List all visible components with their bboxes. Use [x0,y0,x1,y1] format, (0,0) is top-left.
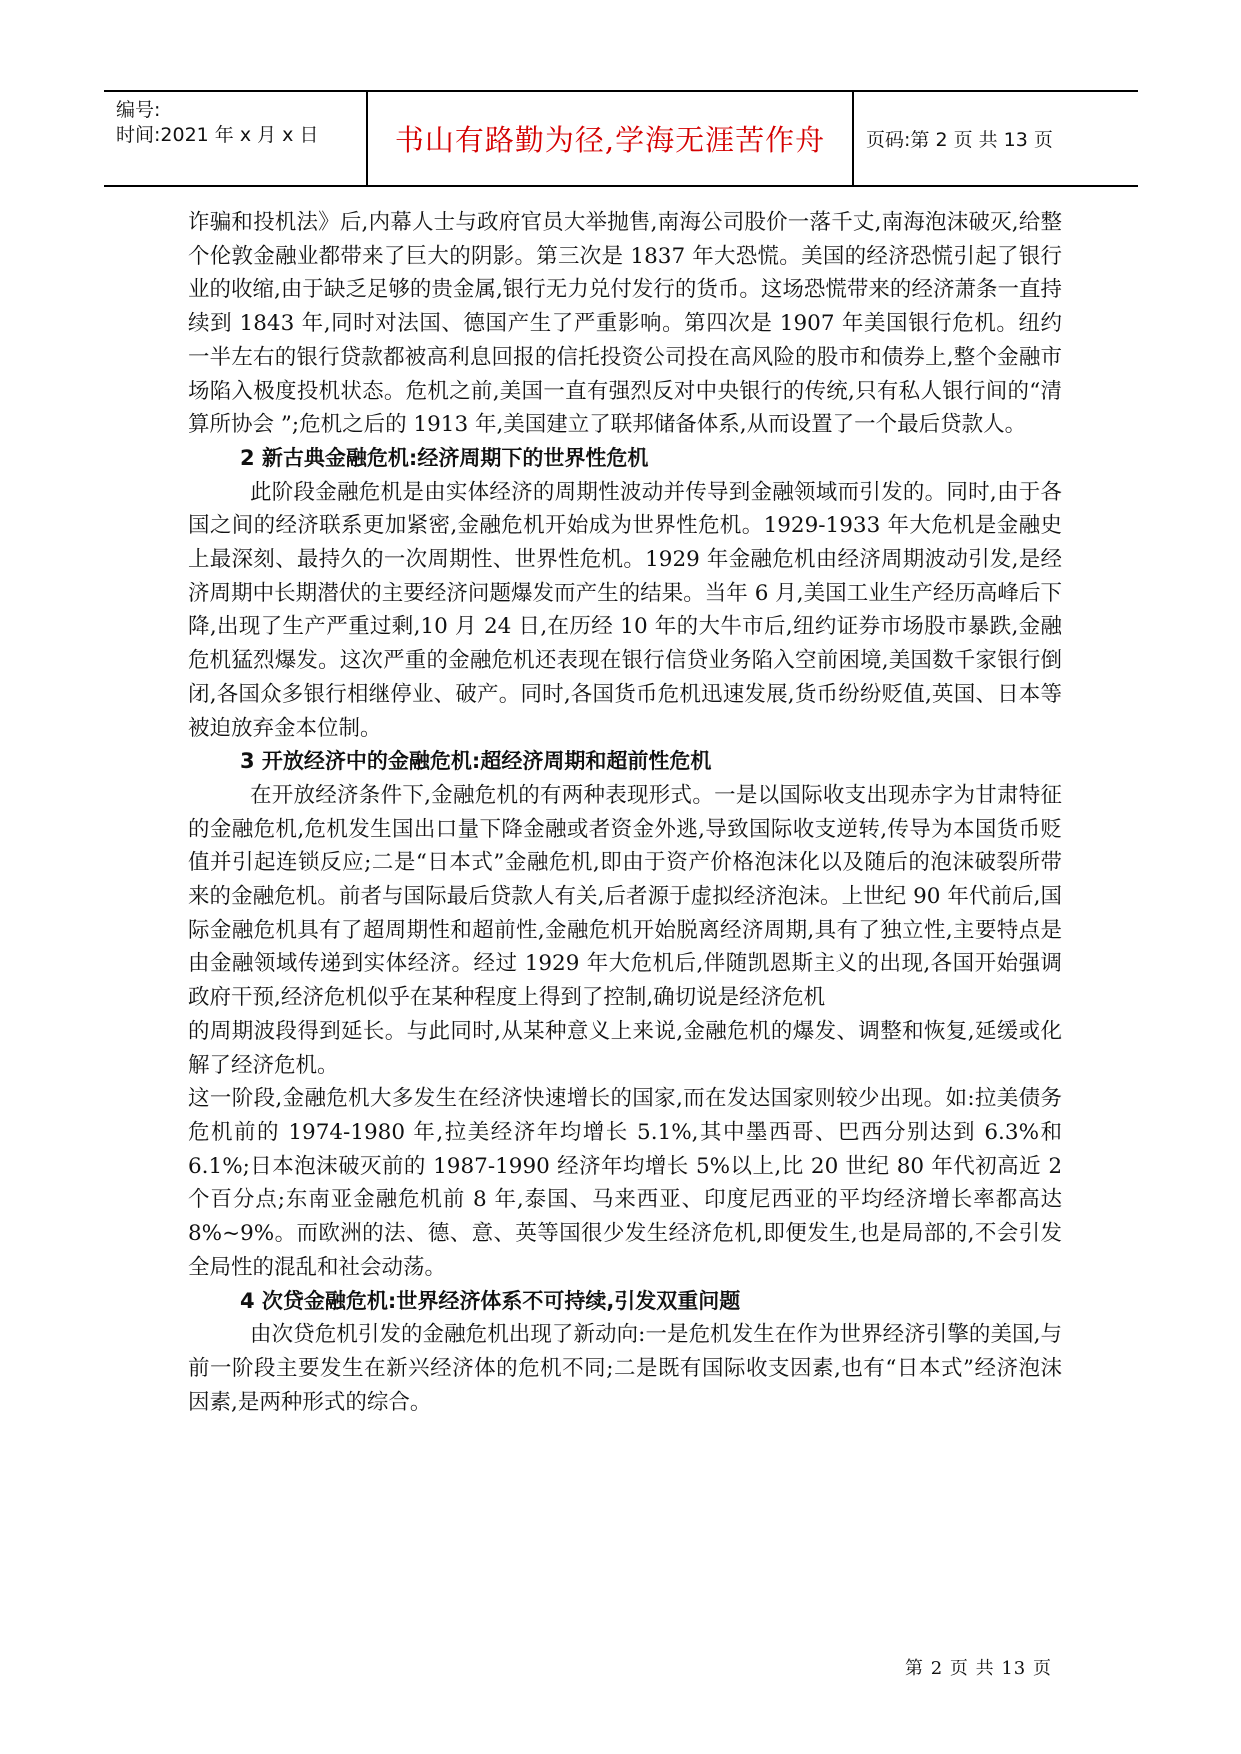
paragraph-6: 由次贷危机引发的金融危机出现了新动向:一是危机发生在作为世界经济引擎的美国,与前一阶段主要发生在新兴经济体的危机不同;二是既有国际收支因素,也有“日本式”经济泡沫因素,是两种形式的综合。 [188,1322,1062,1415]
header-time: 时间:2021 年 x 月 x 日 [116,124,319,146]
header-motto-cell [368,92,854,185]
paragraph-5: 这一阶段,金融危机大多发生在经济快速增长的国家,而在发达国家则较少出现。如:拉美债务危机前的 1974-1980 年,拉美经济年均增长 5.1%,其中墨西哥、巴西分别达到 6.3%和 6.1%;日本泡沫破灭前的 1987-1990 经济年均增长 5%以上,比 20 世纪 80 年代初高近 2 个百分点;东南亚金融危机前 8 年,泰国、马来西亚、印度尼西亚的平均经济增长率都高达 8%~9%。而欧洲的法、德、意、英等国很少发生经济危机,即便发生,也是局部的,不会引发全局性的混乱和社会动荡。 [188,1086,1062,1280]
document-body [188,206,1062,1419]
section-heading-2: 2 新古典金融危机:经济周期下的世界性危机 [240,445,649,470]
header-info-cell [104,92,368,185]
header-motto: 书山有路勤为径,学海无涯苦作舟 [394,123,826,157]
footer-page-number: 第 2 页 共 13 页 [905,1658,1052,1679]
header-page-number: 页码:第 2 页 共 13 页 [866,129,1053,151]
section-heading-4: 4 次贷金融危机:世界经济体系不可持续,引发双重问题 [240,1288,741,1313]
paragraph-3: 在开放经济条件下,金融危机的有两种表现形式。一是以国际收支出现赤字为甘肃特征的金融危机,危机发生国出口量下降金融或者资金外逃,导致国际收支逆转,传导为本国货币贬值并引起连锁反应;二是“日本式”金融危机,即由于资产价格泡沫化以及随后的泡沫破裂所带来的金融危机。前者与国际最后贷款人有关,后者源于虚拟经济泡沫。上世纪 90 年代前后,国际金融危机具有了超周期性和超前性,金融危机开始脱离经济周期,具有了独立性,主要特点是由金融领域传递到实体经济。经过 1929 年大危机后,伴随凯恩斯主义的出现,各国开始强调政府干预,经济危机似乎在某种程度上得到了控制,确切说是经济危机 [188,782,1062,1011]
document-header [104,90,1138,187]
header-number: 编号: [116,99,161,121]
header-page-cell [854,92,1138,185]
paragraph-1: 诈骗和投机法》后,内幕人士与政府官员大举抛售,南海公司股价一落千丈,南海泡沫破灭,给整个伦敦金融业都带来了巨大的阴影。第三次是 1837 年大恐慌。美国的经济恐慌引起了银行业的收缩,由于缺乏足够的贵金属,银行无力兑付发行的货币。这场恐慌带来的经济萧条一直持续到 1843 年,同时对法国、德国产生了严重影响。第四次是 1907 年美国银行危机。纽约一半左右的银行贷款都被高利息回报的信托投资公司投在高风险的股市和债券上,整个金融市场陷入极度投机状态。危机之前,美国一直有强烈反对中央银行的传统,只有私人银行间的“清算所协会 ”;危机之后的 1913 年,美国建立了联邦储备体系,从而设置了一个最后贷款人。 [188,210,1062,438]
paragraph-4: 的周期波段得到延长。与此同时,从某种意义上来说,金融危机的爆发、调整和恢复,延缓或化解了经济危机。 [188,1018,1062,1078]
paragraph-2: 此阶段金融危机是由实体经济的周期性波动并传导到金融领域而引发的。同时,由于各国之间的经济联系更加紧密,金融危机开始成为世界性危机。1929-1933 年大危机是金融史上最深刻、最持久的一次周期性、世界性危机。1929 年金融危机由经济周期波动引发,是经济周期中长期潜伏的主要经济问题爆发而产生的结果。当年 6 月,美国工业生产经历高峰后下降,出现了生产严重过剩,10 月 24 日,在历经 10 年的大牛市后,纽约证券市场股市暴跌,金融危机猛烈爆发。这次严重的金融危机还表现在银行信贷业务陷入空前困境,美国数千家银行倒闭,各国众多银行相继停业、破产。同时,各国货币危机迅速发展,货币纷纷贬值,英国、日本等被迫放弃金本位制。 [188,479,1062,741]
section-heading-3: 3 开放经济中的金融危机:超经济周期和超前性危机 [240,749,712,774]
